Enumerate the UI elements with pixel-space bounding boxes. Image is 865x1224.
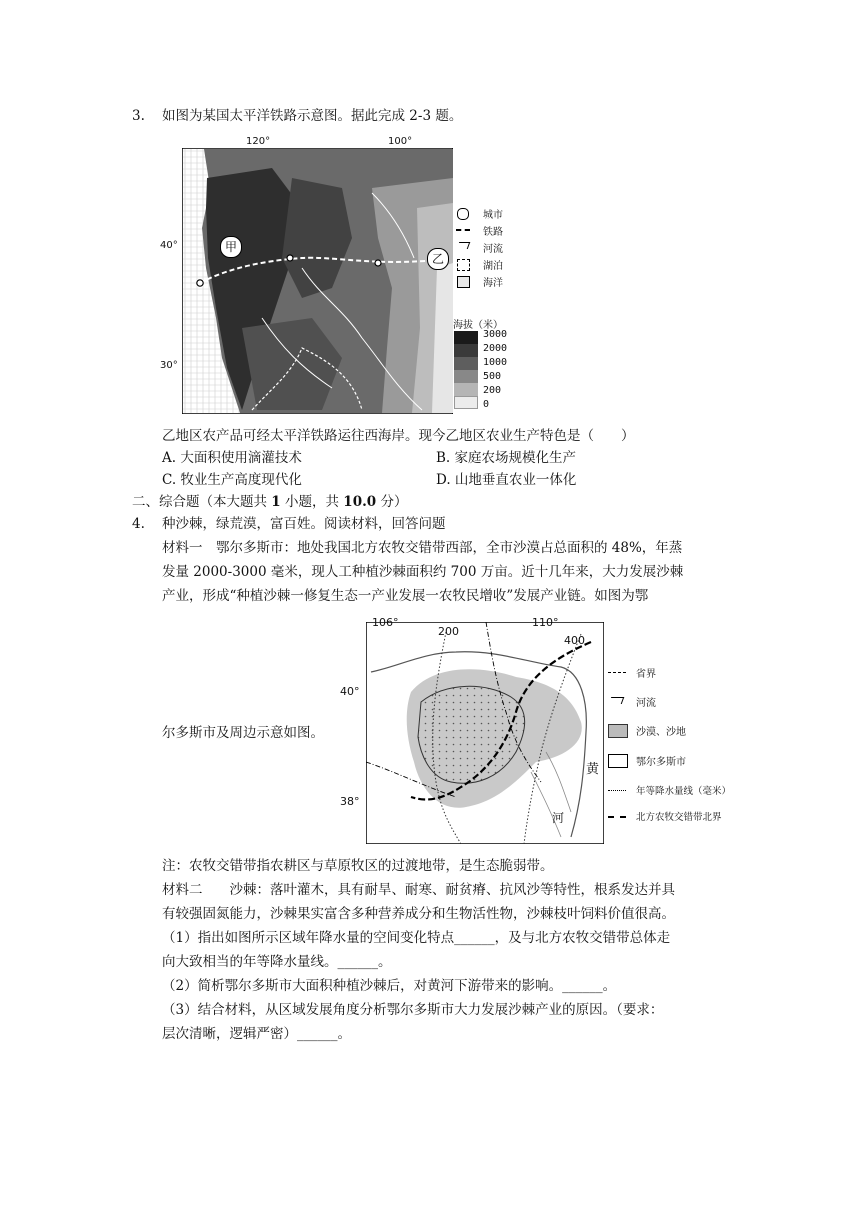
ordos-map bbox=[340, 616, 604, 844]
sub-question-3-line-2: 层次清晰，逻辑严密）______。 bbox=[162, 1026, 351, 1042]
lat-label-38-b: 38° bbox=[340, 795, 360, 808]
elevation-200: 200 bbox=[483, 385, 502, 396]
material1-line-2: 发量 2000-3000 毫米，现人工种植沙棘面积约 700 万亩。近十几年来，大力发展沙棘 bbox=[162, 564, 684, 580]
elevation-500: 500 bbox=[483, 371, 502, 382]
isohyet-legend-icon bbox=[608, 790, 626, 791]
map-note: 注：农牧交错带指农耕区与草原牧区的过渡地带，是生态脆弱带。 bbox=[162, 858, 554, 874]
map2-legend-panel bbox=[608, 660, 732, 840]
section-heading-count: 1 bbox=[271, 494, 281, 510]
legend-province: 省界 bbox=[636, 669, 656, 680]
pacific-railway-map bbox=[160, 136, 453, 414]
question-3-number: 3. bbox=[132, 108, 145, 124]
lat-label-40: 40° bbox=[160, 240, 178, 251]
material1-line-3: 产业，形成“种植沙棘一修复生态一产业发展一农牧民增收”发展产业链。如图为鄂 bbox=[162, 588, 649, 604]
legend-railway: 铁路 bbox=[483, 227, 503, 238]
elevation-0: 0 bbox=[483, 399, 490, 410]
question-3-stem: 如图为某国太平洋铁路示意图。据此完成 2-3 题。 bbox=[162, 108, 463, 124]
material1-line-1: 材料一 鄂尔多斯市：地处我国北方农牧交错带西部，全市沙漠占总面积的 48%，年蒸 bbox=[162, 540, 683, 556]
section-heading-post: 分） bbox=[376, 494, 408, 510]
railway-legend-icon bbox=[456, 229, 470, 235]
legend-river-2: 河流 bbox=[636, 698, 656, 709]
ocean-legend-icon bbox=[457, 276, 470, 288]
ordos-legend-icon bbox=[608, 754, 628, 768]
option-d[interactable]: D. 山地垂直农业一体化 bbox=[436, 472, 577, 488]
yellow-river-label-1: 黄 bbox=[586, 762, 600, 777]
ordos-map-svg bbox=[366, 622, 604, 844]
elevation-1000: 1000 bbox=[483, 357, 508, 368]
material2-line-2: 有较强固氮能力，沙棘果实富含多种营养成分和生物活性物，沙棘枝叶饲料价值很高。 bbox=[162, 906, 675, 922]
desert-legend-icon bbox=[608, 724, 628, 738]
sub-question-1-line-2: 向大致相当的年等降水量线。______。 bbox=[162, 954, 392, 970]
map1-legend-panel bbox=[453, 200, 515, 413]
lon-label-110: 110° bbox=[532, 616, 559, 629]
place-label-jia: 甲 bbox=[220, 236, 242, 258]
elevation-2000: 2000 bbox=[483, 343, 508, 354]
river-legend-icon-2 bbox=[609, 697, 625, 704]
lon-label-100: 100° bbox=[388, 136, 413, 147]
river-legend-icon bbox=[457, 242, 471, 249]
legend-boundary: 北方农牧交错带北界 bbox=[636, 812, 722, 823]
legend-isohyet: 年等降水量线（毫米） bbox=[636, 786, 732, 797]
legend-lake: 湖泊 bbox=[483, 261, 503, 272]
sub-question-1-line-1: （1）指出如图所示区域年降水量的空间变化特点______，及与北方农牧交错带总体走 bbox=[162, 930, 671, 946]
legend-city: 城市 bbox=[483, 210, 503, 221]
elevation-color-scale bbox=[454, 331, 478, 411]
lake-legend-icon bbox=[457, 259, 470, 271]
city-marker bbox=[375, 260, 381, 266]
option-a[interactable]: A. 大面积使用滴灌技术 bbox=[162, 450, 302, 466]
city-marker bbox=[287, 255, 293, 261]
place-label-yi: 乙 bbox=[427, 248, 449, 270]
elevation-legend-title: 海拔（米） bbox=[453, 320, 503, 331]
legend-river: 河流 bbox=[483, 244, 503, 255]
lon-label-120: 120° bbox=[246, 136, 271, 147]
lat-label-40-b: 40° bbox=[340, 685, 360, 698]
boundary-legend-icon bbox=[608, 816, 626, 818]
city-marker bbox=[197, 280, 203, 286]
material1-tail: 尔多斯市及周边示意如图。 bbox=[162, 725, 324, 741]
section-heading-score: 10.0 bbox=[343, 494, 377, 510]
material2-line-1: 材料二 沙棘：落叶灌木，具有耐旱、耐寒、耐贫瘠、抗风沙等特性，根系发达并具 bbox=[162, 882, 675, 898]
isohyet-label-400: 400 bbox=[564, 634, 585, 647]
city-legend-icon bbox=[457, 208, 469, 220]
elevation-3000: 3000 bbox=[483, 329, 508, 340]
question-3-text: 乙地区农产品可经太平洋铁路运往西海岸。现今乙地区农业生产特色是（ ） bbox=[162, 428, 635, 444]
legend-ordos: 鄂尔多斯市 bbox=[636, 757, 686, 768]
lat-label-30: 30° bbox=[160, 360, 178, 371]
option-c[interactable]: C. 牧业生产高度现代化 bbox=[162, 472, 302, 488]
section-heading-pre: 二、综合题（本大题共 bbox=[132, 494, 272, 510]
section-heading bbox=[132, 491, 407, 513]
pacific-railway-map-svg bbox=[182, 148, 453, 414]
lon-label-106: 106° bbox=[372, 616, 399, 629]
question-4-title: 种沙棘，绿荒漠，富百姓。阅读材料，回答问题 bbox=[162, 516, 446, 532]
legend-ocean: 海洋 bbox=[483, 278, 503, 289]
legend-desert: 沙漠、沙地 bbox=[636, 727, 686, 738]
sub-question-3-line-1: （3）结合材料，从区域发展角度分析鄂尔多斯市大力发展沙棘产业的原因。（要求： bbox=[162, 1002, 664, 1018]
province-border-legend-icon bbox=[608, 672, 626, 673]
question-4-number: 4. bbox=[132, 516, 145, 532]
section-heading-mid: 小题，共 bbox=[280, 494, 344, 510]
option-b[interactable]: B. 家庭农场规模化生产 bbox=[436, 450, 577, 466]
sub-question-2: （2）简析鄂尔多斯市大面积种植沙棘后，对黄河下游带来的影响。______。 bbox=[162, 978, 617, 994]
isohyet-label-200: 200 bbox=[438, 625, 459, 638]
yellow-river-label-2: 河 bbox=[552, 811, 565, 825]
